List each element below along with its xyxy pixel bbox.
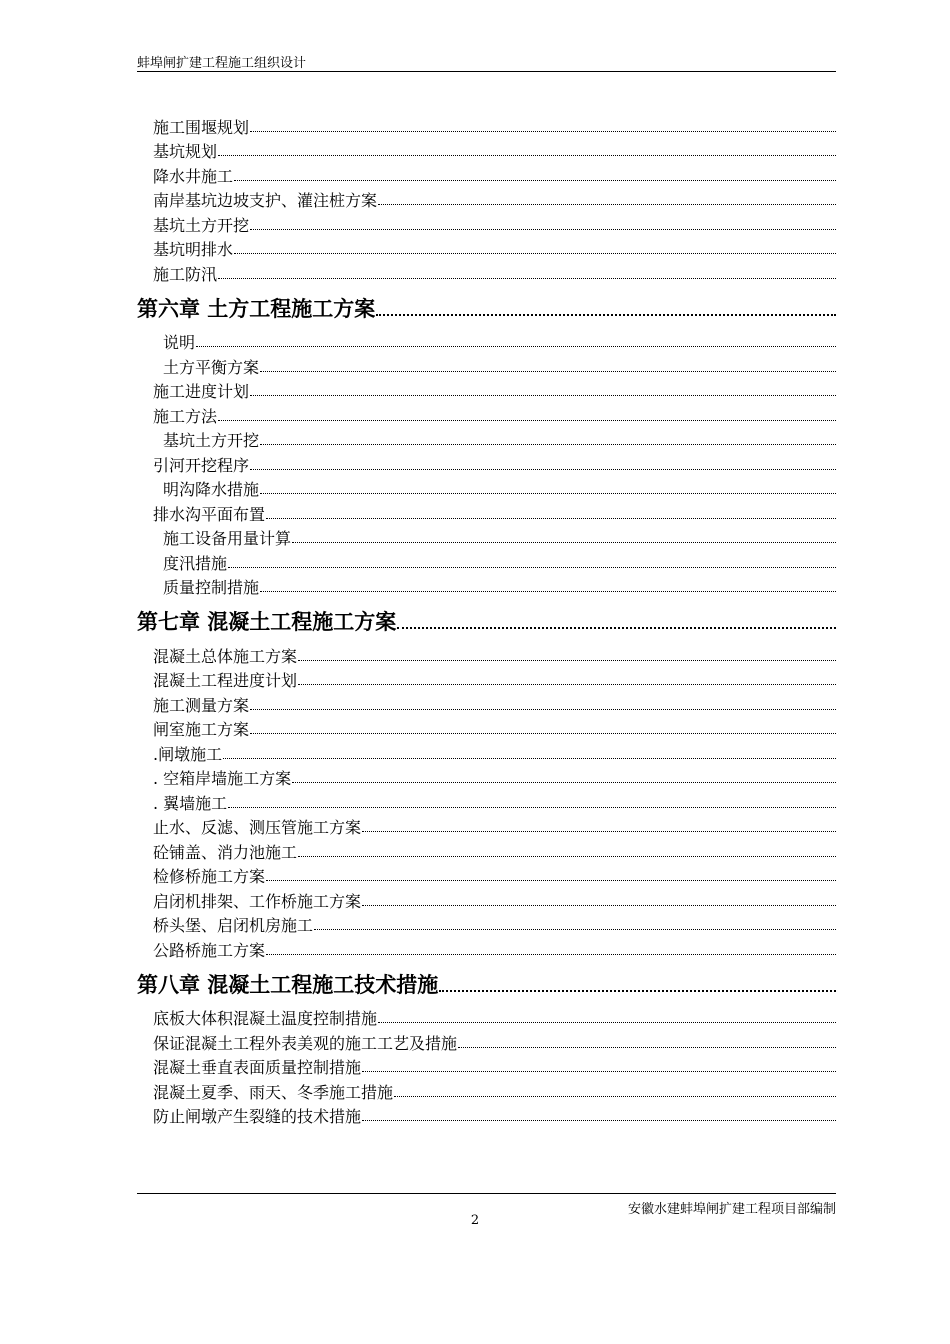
toc-entry[interactable] — [137, 353, 836, 378]
toc-chapter-entry[interactable] — [137, 965, 836, 999]
dot-leader — [378, 203, 836, 205]
toc-entry-title: . 空箱岸墙施工方案 — [153, 769, 292, 788]
toc-entry-title: 说明 — [163, 333, 196, 352]
dot-leader — [397, 626, 836, 629]
dot-leader — [458, 1046, 836, 1048]
toc-entry-title: 桥头堡、启闭机房施工 — [153, 916, 314, 935]
toc-entry-title: 度汛措施 — [163, 553, 228, 573]
toc-entry[interactable] — [137, 187, 836, 212]
footer-divider — [137, 1193, 836, 1194]
toc-entry-title: 混凝土总体施工方案 — [153, 646, 298, 666]
dot-leader — [298, 659, 836, 661]
toc-entry[interactable] — [137, 912, 836, 937]
table-of-contents — [137, 113, 836, 1127]
dot-leader — [260, 370, 836, 372]
dot-leader — [196, 345, 836, 347]
dot-leader — [362, 1070, 836, 1072]
toc-entry[interactable] — [137, 936, 836, 961]
toc-entry-title: 混凝土垂直表面质量控制措施 — [153, 1058, 362, 1077]
toc-entry-title: 止水、反滤、测压管施工方案 — [153, 818, 362, 837]
header-divider — [137, 71, 836, 72]
dot-leader — [394, 1095, 836, 1097]
toc-entry-title: 质量控制措施 — [163, 578, 260, 597]
footer-org: 安徽水建蚌埠闸扩建工程项目部编制 — [627, 1202, 836, 1217]
toc-chapter-entry[interactable] — [137, 602, 836, 636]
dot-leader — [362, 830, 836, 832]
toc-entry-title: 施工设备用量计算 — [163, 529, 292, 548]
dot-leader — [260, 492, 836, 494]
dot-leader — [298, 855, 836, 857]
dot-leader — [314, 928, 836, 930]
toc-entry[interactable] — [137, 667, 836, 692]
toc-entry-title: 检修桥施工方案 — [153, 867, 266, 886]
toc-entry-title: 混凝土工程进度计划 — [153, 671, 298, 690]
toc-entry[interactable] — [137, 1005, 836, 1030]
toc-entry-title: 第六章 土方工程施工方案 — [137, 295, 376, 321]
toc-entry-title: 排水沟平面布置 — [153, 504, 266, 524]
toc-entry-title: 保证混凝土工程外表美观的施工工艺及措施 — [153, 1033, 458, 1053]
toc-entry[interactable] — [137, 1054, 836, 1079]
toc-entry-title: 第八章 混凝土工程施工技术措施 — [137, 971, 439, 997]
dot-leader — [250, 394, 836, 396]
toc-entry-title: 施工围堰规划 — [153, 117, 250, 137]
dot-leader — [260, 443, 836, 445]
toc-entry[interactable] — [137, 574, 836, 599]
dot-leader — [362, 1119, 836, 1121]
toc-entry-title: 降水井施工 — [153, 166, 234, 186]
toc-entry[interactable] — [137, 162, 836, 187]
dot-leader — [234, 179, 836, 181]
toc-entry-title: 施工方法 — [153, 406, 218, 426]
toc-entry-title: 明沟降水措施 — [163, 480, 260, 499]
toc-entry[interactable] — [137, 887, 836, 912]
dot-leader — [218, 277, 836, 279]
toc-entry[interactable] — [137, 329, 836, 354]
toc-entry-title: 南岸基坑边坡支护、灌注桩方案 — [153, 191, 378, 210]
dot-leader — [250, 708, 836, 710]
toc-entry[interactable] — [137, 378, 836, 403]
toc-entry-title: 底板大体积混凝土温度控制措施 — [153, 1009, 378, 1028]
dot-leader — [218, 419, 836, 421]
toc-entry-title: .闸墩施工 — [153, 744, 223, 764]
toc-entry-title: 混凝土夏季、雨天、冬季施工措施 — [153, 1082, 394, 1102]
dot-leader — [223, 757, 836, 759]
toc-entry[interactable] — [137, 838, 836, 863]
dot-leader — [234, 252, 836, 254]
toc-chapter-entry[interactable] — [137, 289, 836, 323]
dot-leader — [292, 541, 836, 543]
page-number: 2 — [470, 1213, 480, 1228]
toc-entry[interactable] — [137, 427, 836, 452]
toc-entry[interactable] — [137, 740, 836, 765]
toc-entry[interactable] — [137, 863, 836, 888]
toc-entry[interactable] — [137, 402, 836, 427]
dot-leader — [260, 590, 836, 592]
dot-leader — [250, 228, 836, 230]
toc-entry[interactable] — [137, 500, 836, 525]
toc-entry-title: 施工防汛 — [153, 264, 218, 284]
dot-leader — [362, 904, 836, 906]
toc-entry[interactable] — [137, 549, 836, 574]
header-title: 蚌埠闸扩建工程施工组织设计 — [137, 56, 307, 71]
toc-entry-title: 基坑规划 — [153, 142, 218, 161]
toc-entry-title: 第七章 混凝土工程施工方案 — [137, 609, 397, 634]
dot-leader — [250, 130, 836, 132]
toc-entry[interactable] — [137, 642, 836, 667]
dot-leader — [218, 154, 836, 156]
toc-entry[interactable] — [137, 451, 836, 476]
toc-entry-title: 引河开挖程序 — [153, 455, 250, 475]
toc-entry-title: 基坑土方开挖 — [153, 215, 250, 235]
toc-entry[interactable] — [137, 1078, 836, 1103]
toc-entry-title: 砼铺盖、消力池施工 — [153, 842, 298, 862]
toc-entry[interactable] — [137, 525, 836, 550]
toc-entry[interactable] — [137, 1103, 836, 1128]
dot-leader — [250, 468, 836, 470]
toc-entry[interactable] — [137, 476, 836, 501]
toc-entry-title: 基坑土方开挖 — [163, 431, 260, 450]
toc-entry-title: 土方平衡方案 — [163, 357, 260, 377]
toc-entry[interactable] — [137, 765, 836, 790]
toc-entry-title: 施工测量方案 — [153, 695, 250, 715]
dot-leader — [376, 313, 836, 316]
dot-leader — [228, 806, 836, 808]
toc-entry[interactable] — [137, 260, 836, 285]
toc-entry[interactable] — [137, 716, 836, 741]
toc-entry-title: 施工进度计划 — [153, 382, 250, 401]
dot-leader — [266, 879, 836, 881]
toc-entry-title: 闸室施工方案 — [153, 720, 250, 739]
toc-entry[interactable] — [137, 691, 836, 716]
toc-entry[interactable] — [137, 814, 836, 839]
dot-leader — [292, 781, 836, 783]
toc-entry[interactable] — [137, 113, 836, 138]
dot-leader — [439, 989, 836, 992]
dot-leader — [298, 683, 836, 685]
toc-entry-title: 防止闸墩产生裂缝的技术措施 — [153, 1107, 362, 1126]
toc-entry[interactable] — [137, 1029, 836, 1054]
toc-entry[interactable] — [137, 138, 836, 163]
dot-leader — [378, 1021, 836, 1023]
toc-entry[interactable] — [137, 236, 836, 261]
toc-entry-title: 启闭机排架、工作桥施工方案 — [153, 891, 362, 911]
dot-leader — [266, 953, 836, 955]
toc-entry-title: 公路桥施工方案 — [153, 940, 266, 960]
toc-entry[interactable] — [137, 789, 836, 814]
toc-entry-title: . 翼墙施工 — [153, 793, 228, 813]
dot-leader — [250, 732, 836, 734]
dot-leader — [228, 566, 836, 568]
dot-leader — [266, 517, 836, 519]
toc-entry[interactable] — [137, 211, 836, 236]
toc-entry-title: 基坑明排水 — [153, 240, 234, 259]
